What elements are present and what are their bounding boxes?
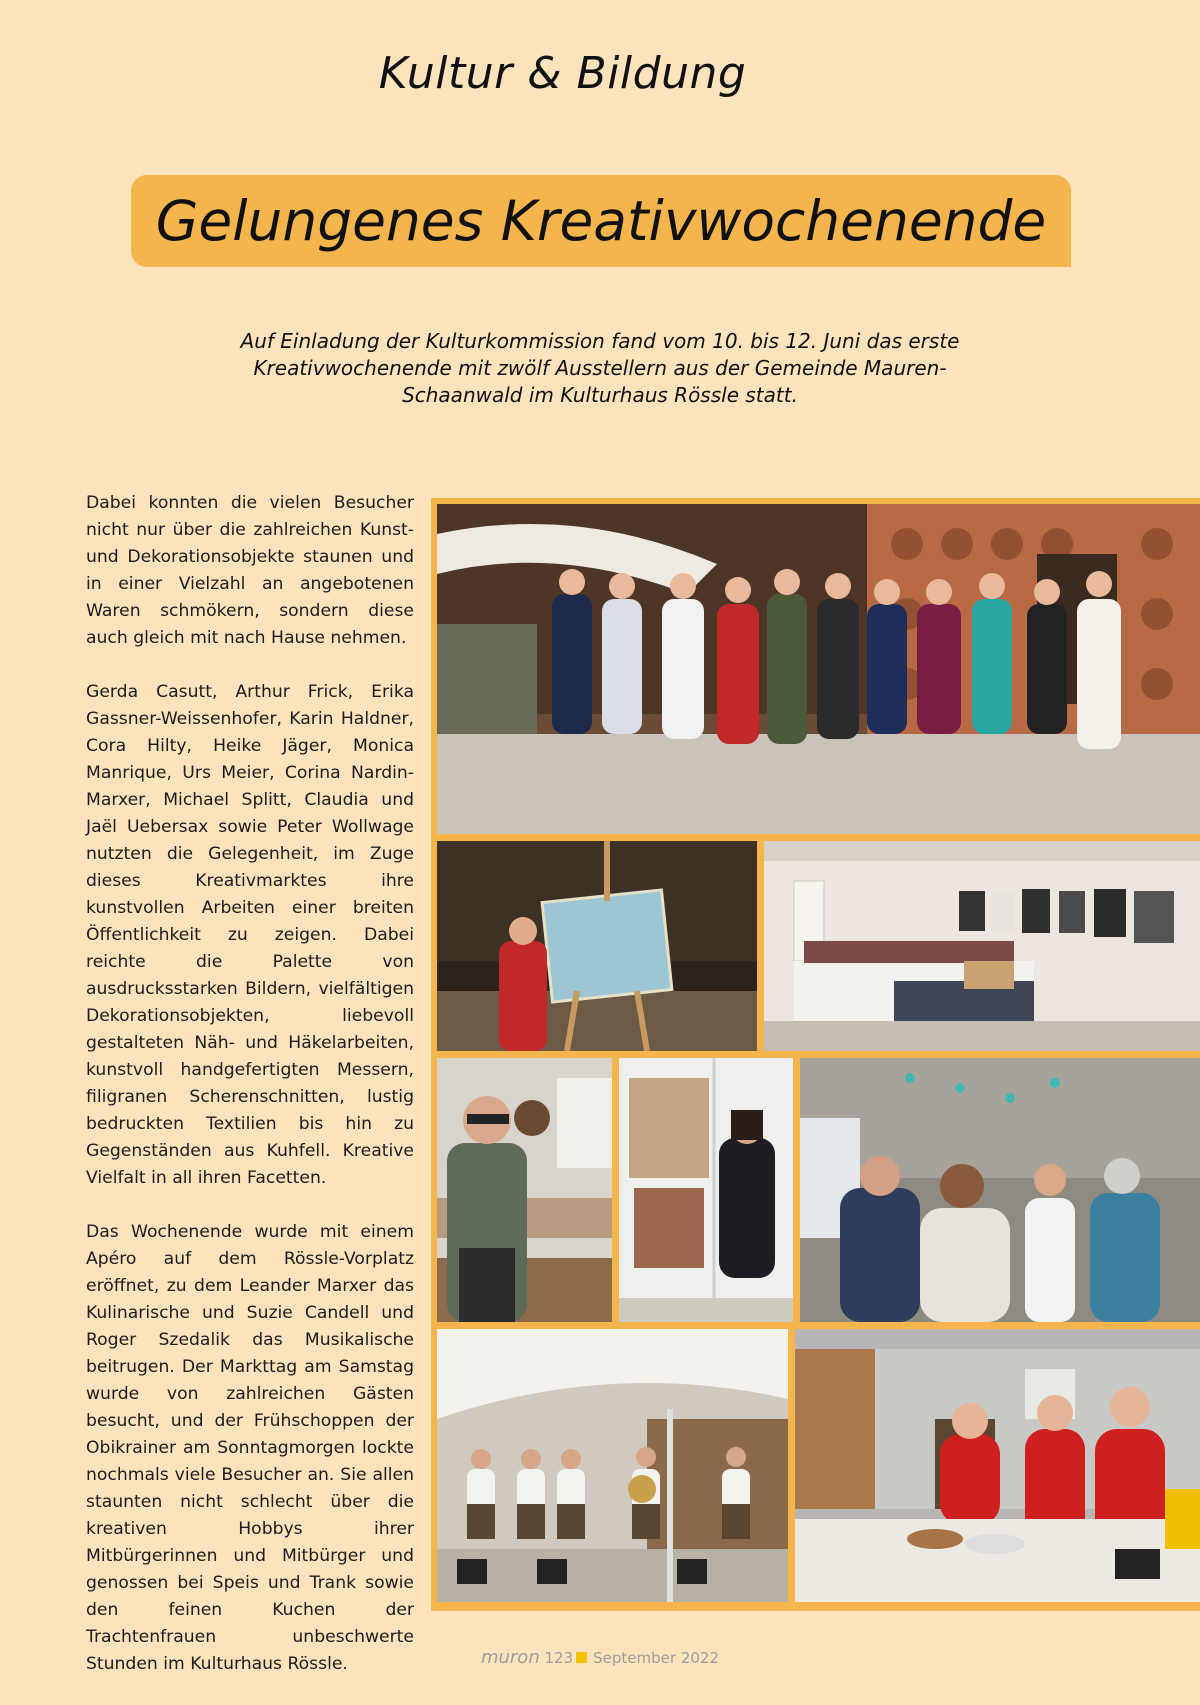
photo-man-trophies xyxy=(437,1058,612,1322)
footer-square-icon xyxy=(576,1652,587,1663)
photo-cake-table xyxy=(795,1329,1200,1602)
photo-painting-easel xyxy=(437,841,757,1051)
body-paragraph-2: Gerda Casutt, Arthur Frick, Erika Gassner-Weissenhofer, Karin Haldner, Cora Hilty, Heike Jäger, Monica Manrique, Urs Meier, Corina Nardin-Marxer, Michael Splitt, Claudia und Jaël Uebersax sowie Peter Wollwage nutzten die Gelegenheit, im Zuge dieses Kreativmarktes ihre kunstvollen Arbeiten einer breiten Öffentlichkeit zu zeigen. Dabei reichte die Palette von ausdrucksstarken Bildern, vielfältigen Dekorationsobjekten, liebevoll gestalteten Näh- und Häkelarbeiten, kunstvoll handgefertigten Messern, filigranen Scherenschnitten, lustig bedruckten Textilien bis hin zu Gegenständen aus Kuhfell. Kreative Vielfalt in all ihren Facetten. xyxy=(86,682,414,1188)
section-title: Kultur & Bildung xyxy=(378,48,747,99)
lead-paragraph: Auf Einladung der Kulturkommission fand vom 10. bis 12. Juni das erste Kreativwochenende mit zwölf Ausstellern aus der Gemeinde Mauren-Schaanwald im Kulturhaus Rössle statt. xyxy=(240,329,960,407)
article-body xyxy=(86,490,414,1705)
photo-collage xyxy=(431,498,1200,1611)
magazine-name: muron xyxy=(480,1647,540,1668)
photo-bags-display xyxy=(764,841,1200,1051)
title-banner xyxy=(131,175,1071,267)
photo-visitors-chatting xyxy=(800,1058,1200,1322)
photo-band-performing xyxy=(437,1329,788,1602)
photo-group-exhibitors xyxy=(437,504,1200,834)
issue-date: September 2022 xyxy=(593,1649,720,1667)
body-paragraph-3: Das Wochenende wurde mit einem Apéro auf dem Rössle-Vorplatz eröffnet, zu dem Leander Marxer das Kulinarische und Suzie Candell und Roger Szedalik das Musikalische beitrugen. Der Markttag am Samstag wurde von zahlreichen Gästen besucht, und der Frühschoppen der Obikrainer am Sonntagmorgen lockte nochmals viele Besucher an. Sie allen staunten nicht schlecht über die kreativen Hobbys ihrer Mitbürgerinnen und Mitbürger und genossen bei Speis und Trank sowie den feinen Kuchen der Trachtenfrauen unbeschwerte Stunden im Kulturhaus Rössle. xyxy=(86,1222,414,1674)
photo-woman-pictures xyxy=(619,1058,793,1322)
body-paragraph-1: Dabei konnten die vielen Besucher nicht nur über die zahlreichen Kunst- und Dekorationsobjekte staunen und in einer Vielzahl an angebotenen Waren schmökern, sondern diese auch gleich mit nach Hause nehmen. xyxy=(86,493,414,648)
page-footer xyxy=(0,1647,1200,1668)
article-title: Gelungenes Kreativwochenende xyxy=(155,189,1047,253)
issue-number: 123 xyxy=(544,1649,574,1667)
